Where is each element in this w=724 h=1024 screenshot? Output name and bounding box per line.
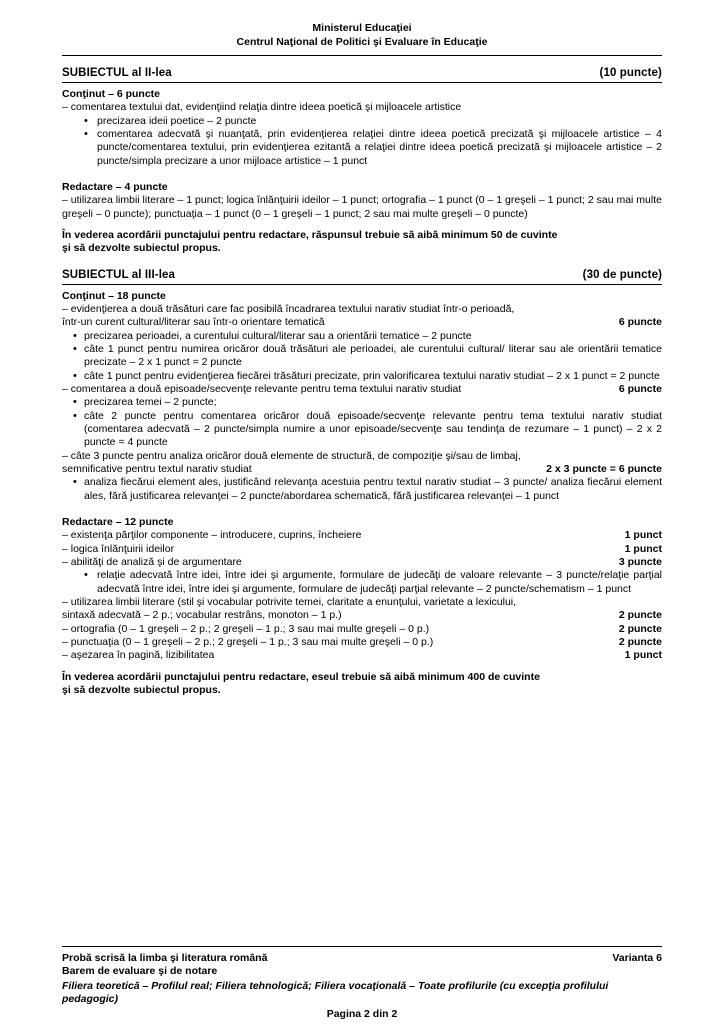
subject-3-redactare-row-7-text: – aşezarea în pagină, lizibilitatea	[62, 649, 215, 662]
subject-3-bullet-1-1: • precizarea perioadei, a curentului cultural/literar sau a orientării tematice – 2 puncte	[62, 330, 662, 343]
subject-3-bullet-3-1: • analiza fiecărui element ales, justificând relevanţa acestuia pentru textul narativ studiat – 3 puncte/ analiza fiecărui element ales, fără justificarea relevanţei – 2 puncte/abordarea schematică, fără justificarea relevanţei – 1 punct	[62, 476, 662, 503]
subject-3-bullet-1-2: • câte 1 punct pentru numirea oricăror două trăsături ale perioadei, ale curentului cultural/ literar sau ale orientării tematice precizate – 2 x 1 punct = 2 puncte	[62, 343, 662, 370]
document-header	[62, 22, 662, 56]
subject-2-note	[62, 229, 662, 256]
subject-3-intro-line1: – evidenţierea a două trăsături care fac posibilă încadrarea textului narativ studiat într-o perioadă,	[62, 303, 515, 316]
subject-3-note-line2: şi să dezvolte subiectul propus.	[62, 684, 221, 697]
subject-3-third-line1: – câte 3 puncte pentru analiza oricăror două elemente de structură, de compoziţie şi/sau de limbaj,	[62, 449, 521, 462]
subject-3-redactare-row-6	[62, 636, 662, 649]
subject-3-redactare-row-3-points: 3 puncte	[618, 555, 662, 568]
page-content	[62, 22, 662, 698]
subject-3-redactare-row-2-points: 1 punct	[624, 542, 662, 555]
footer-filiera: Filiera teoretică – Profilul real; Filiera tehnologică; Filiera vocaţională – Toate profilurile (cu excepţia profilului pedagogic)	[62, 979, 609, 1005]
subject-2-note-line2: şi să dezvolte subiectul propus.	[62, 242, 221, 255]
subject-3-redactare-row-4	[62, 596, 662, 623]
subject-2-bullet-2: • comentarea adecvată şi nuanţată, prin evidenţierea relaţiei dintre ideea poetică precizată şi mijloacele artistice – 4 puncte/comentarea textului, prin evidenţierea ezitantă a relaţiei dintre ideea poetică precizată şi mijloacele artistice – 2 puncte/simpla precizare a unor mijloace artistice – 1 punct	[62, 128, 662, 168]
subject-3-redactare-row-3	[62, 556, 662, 569]
subject-3-redactare-row-7-points: 1 punct	[624, 649, 662, 662]
subject-2-title: SUBIECTUL al II-lea	[62, 67, 172, 80]
subject-3-points: (30 de puncte)	[582, 269, 662, 282]
subject-3-continut-head: Conţinut – 18 puncte	[62, 289, 166, 302]
subject-3-third-points: 2 x 3 puncte = 6 puncte	[546, 462, 662, 475]
subject-3-redactare-row-1-text: – existenţa părţilor componente – introducere, cuprins, încheiere	[62, 529, 362, 542]
subject-3-redactare-row-7	[62, 649, 662, 662]
footer-page-number: Pagina 2 din 2	[326, 1008, 398, 1021]
footer-variant: Varianta 6	[612, 952, 662, 964]
header-divider	[62, 55, 662, 56]
subject-3-intro-line2: într-un curent cultural/literar sau într-o orientare tematică	[62, 316, 325, 329]
spacer	[62, 503, 662, 511]
subject-3-redactare-row-5-points: 2 puncte	[618, 622, 662, 635]
subject-2-redactare-text: – utilizarea limbii literare – 1 punct; logica înlănţuirii ideilor – 1 punct; ortografia – 1 punct (0 – 1 greşeli – 1 punct; 2 sau mai multe greşeli – 0 puncte); punctuaţia – 1 punct (0 – 1 greşeli – 1 punct; 2 sau mai multe greşeli – 0 puncte)	[62, 194, 662, 220]
footer-divider	[62, 946, 662, 947]
subject-3-note	[62, 671, 662, 698]
subject-3-redactare-row-4-points: 2 puncte	[618, 609, 662, 622]
subject-3-redactare-head: Redactare – 12 puncte	[62, 515, 174, 528]
subject-3-note-line1: În vederea acordării punctajului pentru redactare, eseul trebuie să aibă minimum 400 de cuvinte	[62, 670, 540, 683]
document-footer	[62, 946, 662, 1022]
subject-3-title-row	[62, 268, 662, 285]
ministry-line: Ministerul Educaţiei	[312, 22, 412, 34]
spacer	[62, 168, 662, 176]
spacer	[62, 256, 662, 266]
subject-3-redactare-row-3-text: – abilităţi de analiză şi de argumentare	[62, 555, 242, 568]
subject-3-third-line2: semnificative pentru textul narativ studiat	[62, 462, 252, 475]
subject-3-redactare-row-1	[62, 529, 662, 542]
subject-3-redactare-row-5	[62, 623, 662, 636]
subject-2-continut-head: Conţinut – 6 puncte	[62, 87, 160, 100]
subject-2-redactare-head: Redactare – 4 puncte	[62, 180, 168, 193]
subject-2-note-line1: În vederea acordării punctajului pentru redactare, răspunsul trebuie să aibă minimum 50 de cuvinte	[62, 228, 558, 241]
subject-3-title: SUBIECTUL al III-lea	[62, 269, 175, 282]
subject-3-redactare-row-2	[62, 543, 662, 556]
subject-3-second-row	[62, 383, 662, 396]
subject-3-intro-points: 6 puncte	[618, 316, 662, 329]
subject-3-intro-row	[62, 316, 662, 329]
footer-subtitle: Barem de evaluare şi de notare	[62, 965, 218, 978]
subject-2-points: (10 puncte)	[599, 67, 662, 80]
footer-line-1	[62, 952, 662, 965]
subject-3-redactare-row-4-line2: sintaxă adecvată – 2 p.; vocabular restrâns, monoton – 1 p.)	[62, 609, 342, 622]
subject-3-redactare-row-6-text: – punctuaţia (0 – 1 greşeli – 2 p.; 2 greşeli – 1 p.; 3 sau mai multe greşeli – 0 p.)	[62, 635, 434, 648]
subject-3-redactare-row-1-points: 1 punct	[624, 529, 662, 542]
subject-2-title-row	[62, 66, 662, 83]
subject-2-continut-intro: – comentarea textului dat, evidenţiind relaţia dintre ideea poetică şi mijloacele artistice	[62, 101, 462, 114]
subject-2-bullet-1: • precizarea ideii poetice – 2 puncte	[62, 115, 662, 128]
center-line: Centrul Naţional de Politici şi Evaluare în Educaţie	[236, 35, 488, 48]
subject-3-bullet-2-2: • câte 2 puncte pentru comentarea oricăror două episoade/secvenţe relevante pentru tema textului narativ studiat (comentarea adecvată – 2 puncte/simpla numire a unor episoade/secvenţe sau tendinţa de rezumare – 1 punct) – 2 x 2 puncte = 4 puncte	[62, 410, 662, 450]
footer-exam-name: Probă scrisă la limba şi literatura română	[62, 952, 268, 964]
subject-3-second-dash: – comentarea a două episoade/secvenţe relevante pentru tema textului narativ studiat	[62, 383, 462, 395]
subject-3-redactare-row-2-text: – logica înlănţuirii ideilor	[62, 542, 175, 555]
subject-3-redactare-row-4-line1: – utilizarea limbii literare (stil şi vocabular potrivite temei, claritate a enunţului, varietate a lexicului,	[62, 595, 517, 608]
subject-3-third-row	[62, 463, 662, 476]
subject-3-bullet-2-1: • precizarea temei – 2 puncte;	[62, 396, 662, 409]
subject-3-redactare-row-5-text: – ortografia (0 – 1 greşeli – 2 p.; 2 greşeli – 1 p.; 3 sau mai multe greşeli – 0 p.)	[62, 622, 430, 635]
subject-3-bullet-1-3: • câte 1 punct pentru evidenţierea fiecărei trăsături precizate, prin valorificarea textului narativ studiat – 2 x 1 punct = 2 puncte	[62, 370, 662, 383]
subject-3-second-points: 6 puncte	[618, 383, 662, 395]
subject-3-redactare-bullet: • relaţie adecvată între idei, între idei şi argumente, formulare de judecăţi de valoare relevante – 3 puncte/relaţie parţial adecvată între idei, între idei şi argumente, formulare de judecăţi parţial relevante – 2 puncte/schematism – 1 punct	[62, 569, 662, 596]
subject-3-redactare-row-6-points: 2 puncte	[618, 635, 662, 648]
